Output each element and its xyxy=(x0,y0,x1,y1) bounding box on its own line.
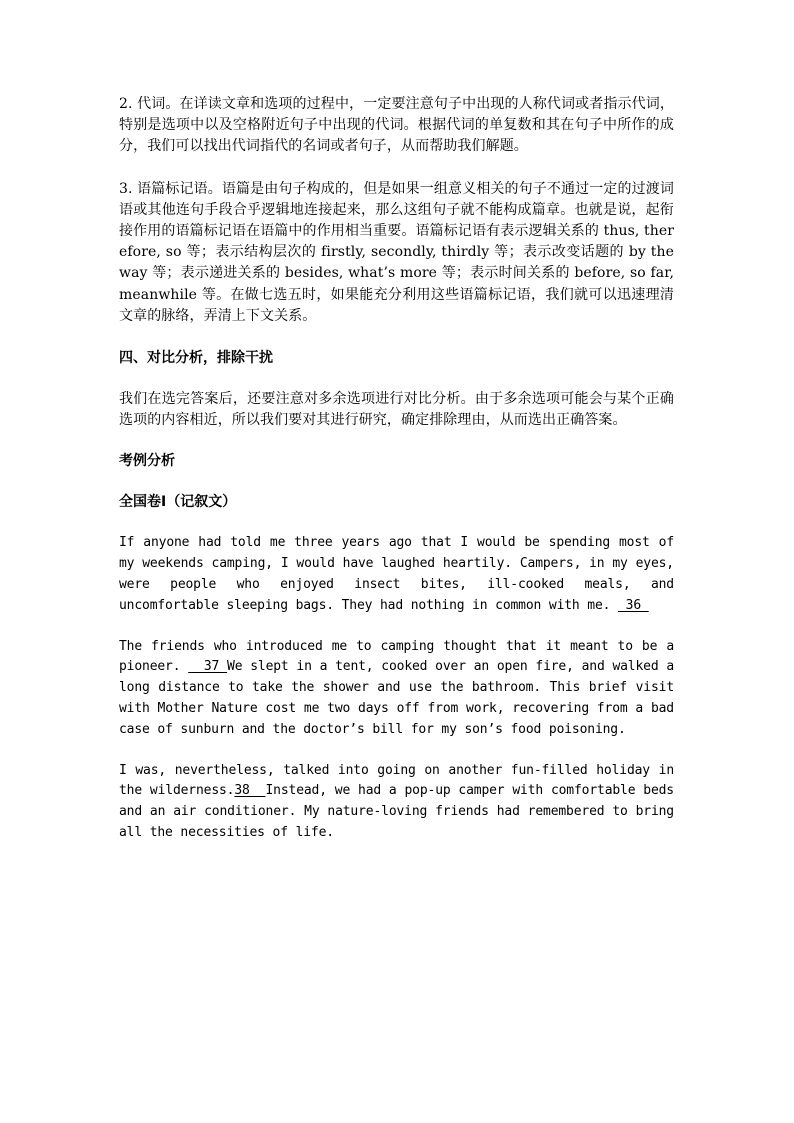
blank-37: 37 xyxy=(188,659,228,675)
heading-examples: 考例分析 xyxy=(119,453,175,470)
heading-paper: 全国卷Ⅰ（记叙文） xyxy=(119,494,237,511)
paragraph-discourse-markers: 3. 语篇标记语。语篇是由句子构成的，但是如果一组意义相关的句子不通过一定的过渡词语或其他连句手段合乎逻辑地连接起来，那么这组句子就不能构成篇章。也就是说，起衔接作用的语篇标记语在语篇中的作用相当重要。语篇标记语有表示逻辑关系的 thus, therefore, so 等；表示结构层次的 firstly, secondly, thirdly 等；表示改变话题的 by the way 等；表示递进关系的 besides, what’s more 等；表示时间关系的 before, so far, meanwhile 等。在做七选五时，如果能充分利用这些语篇标记语，我们就可以迅速理清文章的脉络，弄清上下文关系。 xyxy=(119,180,674,324)
passage-paragraph-2 xyxy=(119,637,674,741)
passage-paragraph-1 xyxy=(119,533,674,616)
blank-36: 36 xyxy=(617,597,649,613)
passage-text: I was, nevertheless, talked into going on another fun-filled holiday in the wilderness. xyxy=(119,762,674,799)
passage-text: Instead, we had a pop-up camper with comfortable beds and an air conditioner. My nature-loving friends had remembered to bring all the necessities of life. xyxy=(119,783,674,840)
passage-paragraph-3 xyxy=(119,761,674,844)
passage-text: If anyone had told me three years ago that I would be spending most of my weekends camping, I would have laughed heartily. Campers, in my eyes, were people who enjoyed insect bites, ill-cooked meals, and uncomfortable sleeping bags. They had nothing in common with me. xyxy=(119,535,674,613)
passage-text: We slept in a tent, cooked over an open fire, and walked a long distance to take the shower and use the bathroom. This brief visit with Mother Nature cost me two days off from work, recovering from a bad case of sunburn and the doctor’s bill for my son’s food poisoning. xyxy=(119,659,674,737)
paragraph-pronouns: 2. 代词。在详读文章和选项的过程中，一定要注意句子中出现的人称代词或者指示代词，特别是选项中以及空格附近句子中出现的代词。根据代词的单复数和其在句子中所作的成分，我们可以找出代词指代的名词或者句子，从而帮助我们解题。 xyxy=(119,96,674,155)
document-page xyxy=(119,94,674,844)
heading-section-4: 四、对比分析，排除干扰 xyxy=(119,350,273,367)
blank-38: 38 xyxy=(234,783,266,799)
paragraph-section-4: 我们在选完答案后，还要注意对多余选项进行对比分析。由于多余选项可能会与某个正确选项的内容相近，所以我们要对其进行研究，确定排除理由，从而选出正确答案。 xyxy=(119,391,674,429)
passage-text: The friends who introduced me to camping thought that it meant to be a pioneer. xyxy=(119,638,674,675)
